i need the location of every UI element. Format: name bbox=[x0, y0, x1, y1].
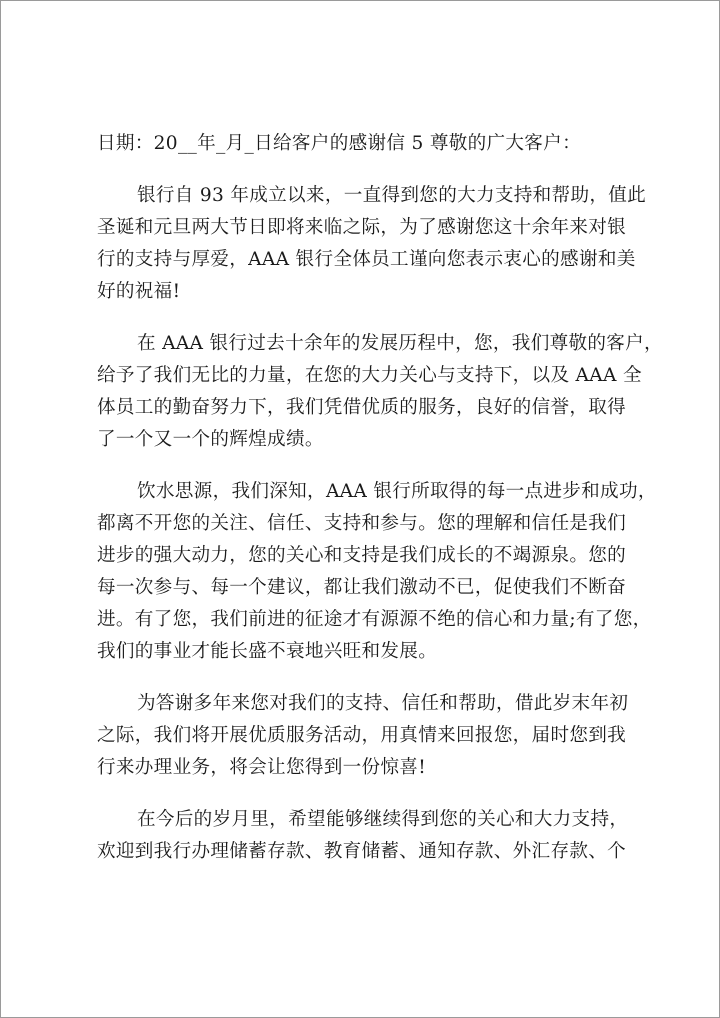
paragraph-gap bbox=[97, 456, 657, 476]
text-line: 欢迎到我行办理储蓄存款、教育储蓄、通知存款、外汇存款、个 bbox=[97, 841, 627, 862]
paragraph-gap bbox=[97, 668, 657, 688]
body-paragraph bbox=[97, 476, 657, 668]
text-line: 了一个又一个的辉煌成绩。 bbox=[97, 429, 324, 450]
text-line: 在今后的岁月里，希望能够继续得到您的关心和大力支持， bbox=[137, 809, 629, 830]
text-line: 好的祝福! bbox=[97, 281, 181, 302]
salutation-line bbox=[97, 128, 657, 160]
text-line: 行的支持与厚爱，AAA 银行全体员工谨向您表示衷心的感谢和美 bbox=[97, 249, 636, 270]
body-paragraph bbox=[97, 688, 657, 784]
text-line: 进。有了您，我们前进的征途才有源源不绝的信心和力量;有了您， bbox=[97, 609, 652, 630]
text-line: 在 AAA 银行过去十余年的发展历程中，您，我们尊敬的客户， bbox=[137, 333, 663, 354]
body-paragraph bbox=[97, 804, 657, 868]
text-line: 都离不开您的关注、信任、支持和参与。您的理解和信任是我们 bbox=[97, 513, 627, 534]
text-line: 我们的事业才能长盛不衰地兴旺和发展。 bbox=[97, 641, 438, 662]
text-line: 圣诞和元旦两大节日即将来临之际，为了感谢您这十余年来对银 bbox=[97, 217, 627, 238]
body-paragraph bbox=[97, 180, 657, 308]
text-line: 银行自 93 年成立以来，一直得到您的大力支持和帮助，值此 bbox=[137, 185, 647, 206]
document-body bbox=[97, 128, 663, 868]
paragraph-gap bbox=[97, 784, 657, 804]
text-line: 进步的强大动力，您的关心和支持是我们成长的不竭源泉。您的 bbox=[97, 545, 627, 566]
text-line: 日期：20__年_月_日给客户的感谢信 5 尊敬的广大客户： bbox=[97, 133, 581, 154]
text-line: 饮水思源，我们深知，AAA 银行所取得的每一点进步和成功， bbox=[137, 481, 657, 502]
text-line: 每一次参与、每一个建议，都让我们激动不已，促使我们不断奋 bbox=[97, 577, 627, 598]
text-line: 为答谢多年来您对我们的支持、信任和帮助，借此岁末年初 bbox=[137, 693, 629, 714]
paragraph-gap bbox=[97, 160, 657, 180]
body-paragraph bbox=[97, 328, 663, 456]
text-line: 体员工的勤奋努力下，我们凭借优质的服务，良好的信誉，取得 bbox=[97, 397, 627, 418]
paragraph-gap bbox=[97, 308, 657, 328]
text-line: 行来办理业务，将会让您得到一份惊喜! bbox=[97, 757, 426, 778]
text-line: 之际，我们将开展优质服务活动，用真情来回报您，届时您到我 bbox=[97, 725, 627, 746]
text-line: 给予了我们无比的力量，在您的大力关心与支持下，以及 AAA 全 bbox=[97, 365, 642, 386]
